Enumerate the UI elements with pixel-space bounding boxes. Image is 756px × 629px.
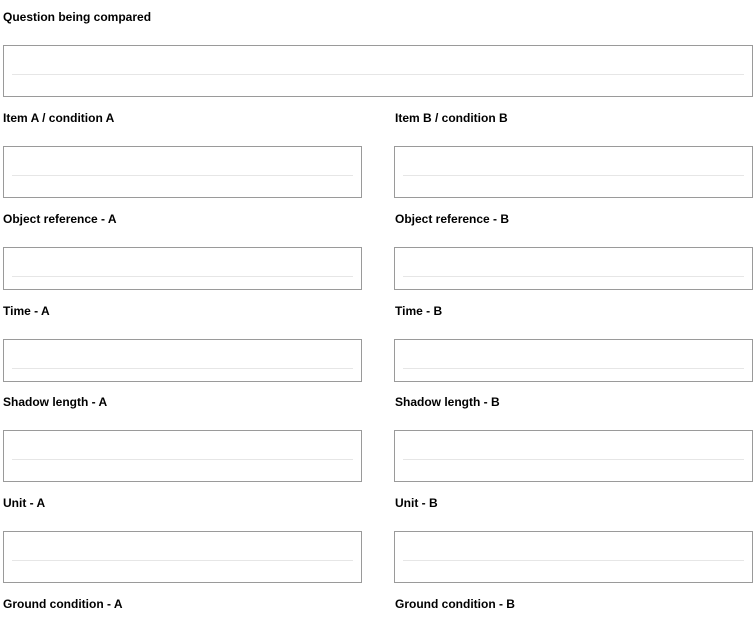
- write-line: [403, 459, 744, 460]
- time-a-field[interactable]: [3, 339, 362, 382]
- item-a-label: Item A / condition A: [3, 111, 115, 125]
- object-ref-a-field[interactable]: [3, 247, 362, 290]
- unit-b-field[interactable]: [394, 531, 753, 583]
- item-b-field[interactable]: [394, 146, 753, 198]
- write-line: [12, 560, 353, 561]
- shadow-length-a-field[interactable]: [3, 430, 362, 482]
- item-a-field[interactable]: [3, 146, 362, 198]
- write-line: [403, 560, 744, 561]
- write-line: [403, 175, 744, 176]
- time-b-field[interactable]: [394, 339, 753, 382]
- write-line: [12, 175, 353, 176]
- object-ref-a-label: Object reference - A: [3, 212, 117, 226]
- write-line: [12, 74, 744, 75]
- shadow-length-a-label: Shadow length - A: [3, 395, 108, 409]
- question-field[interactable]: [3, 45, 753, 97]
- unit-a-field[interactable]: [3, 531, 362, 583]
- shadow-length-b-label: Shadow length - B: [395, 395, 500, 409]
- write-line: [12, 459, 353, 460]
- time-a-label: Time - A: [3, 304, 50, 318]
- time-b-label: Time - B: [395, 304, 443, 318]
- question-label: Question being compared: [3, 10, 152, 24]
- ground-condition-a-label: Ground condition - A: [3, 597, 123, 611]
- write-line: [403, 276, 744, 277]
- unit-b-label: Unit - B: [395, 496, 438, 510]
- write-line: [12, 276, 353, 277]
- shadow-length-b-field[interactable]: [394, 430, 753, 482]
- unit-a-label: Unit - A: [3, 496, 46, 510]
- write-line: [403, 368, 744, 369]
- object-ref-b-label: Object reference - B: [395, 212, 510, 226]
- item-b-label: Item B / condition B: [395, 111, 508, 125]
- write-line: [12, 368, 353, 369]
- object-ref-b-field[interactable]: [394, 247, 753, 290]
- ground-condition-b-label: Ground condition - B: [395, 597, 515, 611]
